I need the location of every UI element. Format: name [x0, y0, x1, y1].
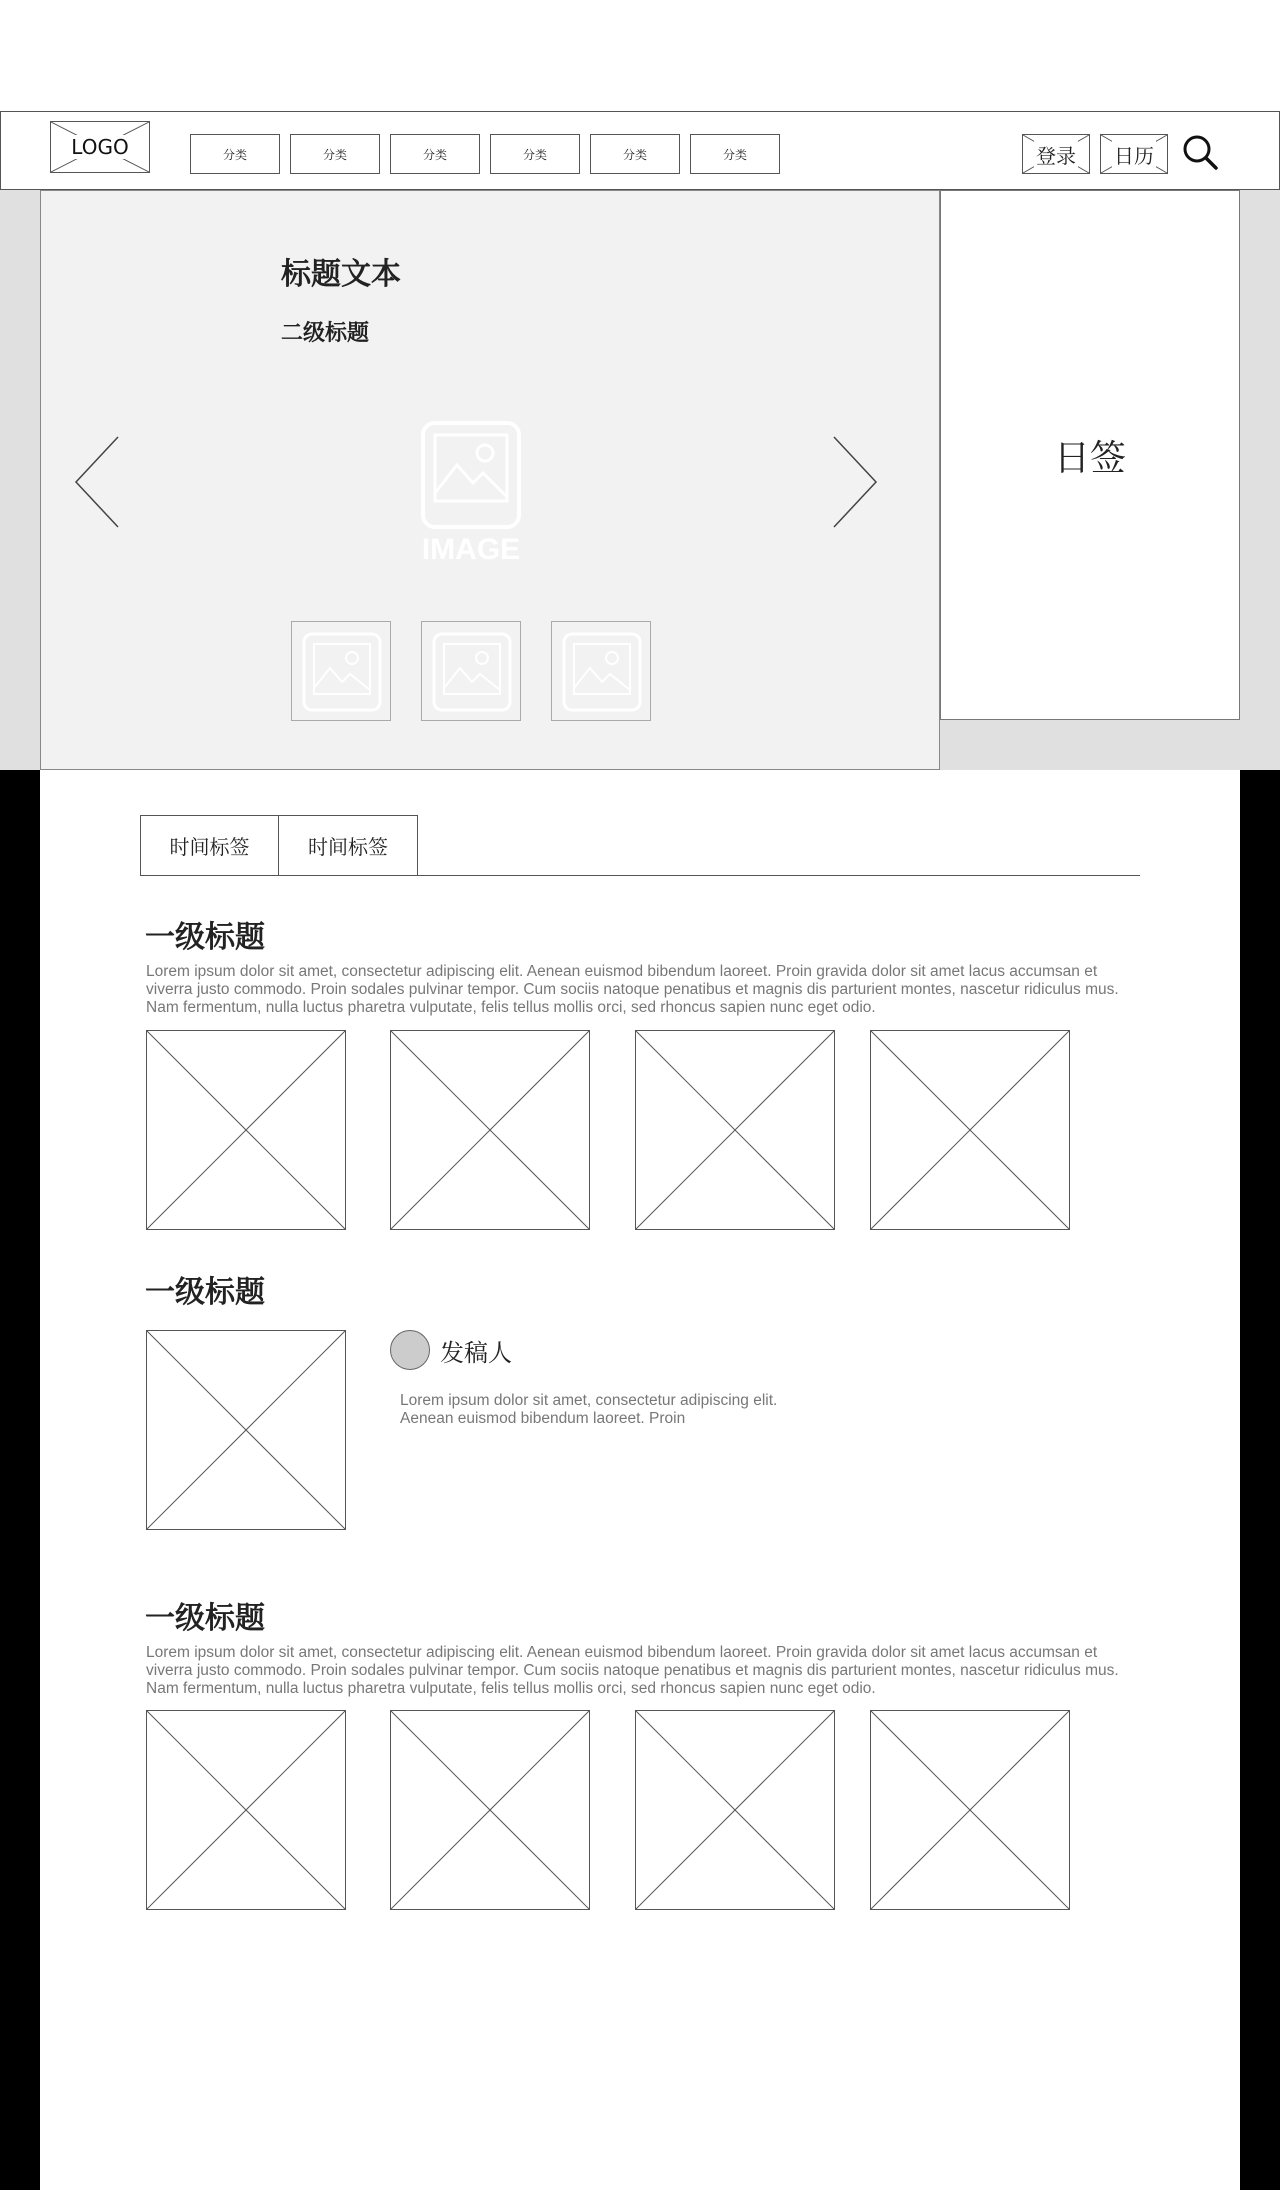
image-placeholder[interactable] — [146, 1330, 346, 1530]
nav-item-label: 分类 — [522, 147, 547, 162]
nav-item-label: 分类 — [622, 147, 647, 162]
image-label: IMAGE — [421, 533, 521, 566]
right-black-strip — [1240, 770, 1280, 2190]
avatar[interactable] — [390, 1330, 430, 1370]
tab-label: 时间标签 — [169, 835, 250, 859]
section-heading: 一级标题 — [145, 1601, 265, 1636]
image-icon — [562, 632, 642, 712]
search-icon[interactable] — [1182, 134, 1220, 172]
under-daily-gray — [940, 720, 1240, 770]
image-placeholder[interactable] — [146, 1030, 346, 1230]
image-icon — [302, 632, 382, 712]
image-placeholder[interactable] — [390, 1030, 590, 1230]
image-placeholder[interactable] — [146, 1710, 346, 1910]
nav-item-1[interactable] — [190, 134, 280, 174]
slider-thumbnail-3[interactable] — [551, 621, 651, 721]
slider-thumbnail-2[interactable] — [421, 621, 521, 721]
header — [0, 111, 1280, 190]
image-placeholder — [411, 421, 531, 571]
chevron-right-icon[interactable] — [829, 435, 879, 529]
author-name: 发稿人 — [440, 1339, 512, 1367]
chevron-left-icon[interactable] — [73, 435, 123, 529]
tab-time-1[interactable] — [140, 815, 279, 876]
nav-item-5[interactable] — [590, 134, 680, 174]
slider-thumbnail-1[interactable] — [291, 621, 391, 721]
left-black-strip — [0, 770, 40, 2190]
nav-item-label: 分类 — [222, 147, 247, 162]
slider-title: 标题文本 — [281, 257, 401, 292]
right-gray-strip — [1240, 190, 1280, 770]
login-label: 登录 — [1034, 140, 1078, 169]
calendar-label: 日历 — [1112, 140, 1156, 169]
login-button[interactable] — [1022, 134, 1090, 174]
left-gray-strip — [0, 190, 40, 770]
logo-text: LOGO — [71, 135, 129, 159]
tab-label: 时间标签 — [308, 835, 388, 859]
section-heading: 一级标题 — [145, 1275, 265, 1310]
image-placeholder[interactable] — [635, 1030, 835, 1230]
calendar-button[interactable] — [1100, 134, 1168, 174]
slider-subtitle: 二级标题 — [281, 321, 370, 346]
hero-slider — [40, 190, 940, 770]
nav-item-label: 分类 — [322, 147, 347, 162]
logo[interactable] — [50, 121, 150, 173]
image-placeholder[interactable] — [635, 1710, 835, 1910]
nav-item-label: 分类 — [722, 147, 747, 162]
section-paragraph: Lorem ipsum dolor sit amet, consectetur adipiscing elit. Aenean euismod bibendum laoreet. Proin — [400, 1392, 778, 1427]
nav-item-6[interactable] — [690, 134, 780, 174]
tab-underline — [418, 875, 1140, 876]
daily-sign-label: 日签 — [1053, 437, 1126, 479]
image-placeholder[interactable] — [390, 1710, 590, 1910]
section-paragraph: Lorem ipsum dolor sit amet, consectetur adipiscing elit. Aenean euismod bibendum laoreet. Proin gravida dolor sit amet lacus accumsan et viverra justo commodo. Proin sodales pulvinar tempor. Cum sociis natoque penatibus et magnis dis parturient montes, nascetur ridiculus mus. Nam fermentum, nulla luctus pharetra vulputate, felis tellus mollis orci, sed rhoncus sapien nunc eget odio. — [146, 1644, 1119, 1697]
image-placeholder[interactable] — [870, 1710, 1070, 1910]
nav-item-4[interactable] — [490, 134, 580, 174]
nav-item-label: 分类 — [422, 147, 447, 162]
tab-time-2[interactable] — [278, 815, 418, 876]
section-heading: 一级标题 — [145, 920, 265, 955]
image-placeholder[interactable] — [870, 1030, 1070, 1230]
nav-item-2[interactable] — [290, 134, 380, 174]
daily-sign-panel[interactable] — [940, 190, 1240, 720]
image-icon — [421, 421, 521, 529]
nav-item-3[interactable] — [390, 134, 480, 174]
image-icon — [432, 632, 512, 712]
section-paragraph: Lorem ipsum dolor sit amet, consectetur adipiscing elit. Aenean euismod bibendum laoreet. Proin gravida dolor sit amet lacus accumsan et viverra justo commodo. Proin sodales pulvinar tempor. Cum sociis natoque penatibus et magnis dis parturient montes, nascetur ridiculus mus. Nam fermentum, nulla luctus pharetra vulputate, felis tellus mollis orci, sed rhoncus sapien nunc eget odio. — [146, 963, 1119, 1016]
